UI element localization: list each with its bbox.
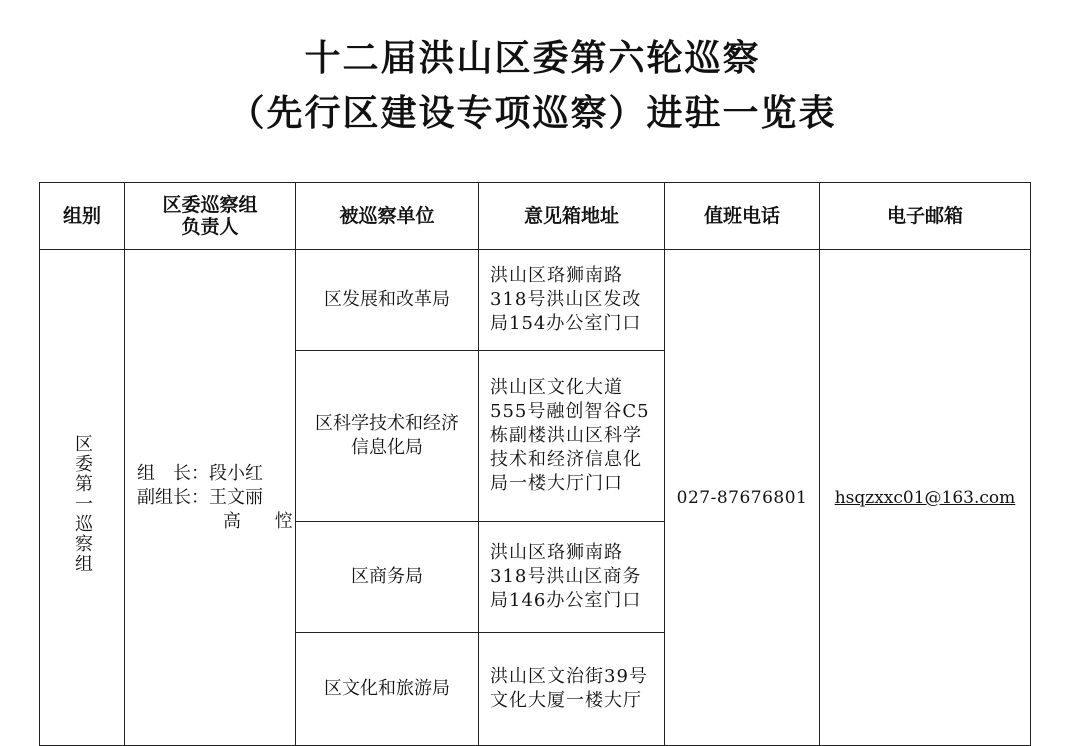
group-cell xyxy=(40,250,125,746)
address-cell: 洪山区珞狮南路318号洪山区商务局146办公室门口 xyxy=(479,522,665,633)
leader-row xyxy=(137,462,295,486)
leader-label: 组 长： xyxy=(137,462,209,484)
email-link[interactable]: hsqzxxc01@163.com xyxy=(834,487,1016,508)
page-title: 十二届洪山区委第六轮巡察 xyxy=(304,38,761,79)
header-row xyxy=(40,183,1031,250)
header-leader-text: 区委巡察组 负责人 xyxy=(162,193,258,238)
header-leader xyxy=(125,183,296,250)
unit-cell: 区发展和改革局 xyxy=(296,250,479,351)
page-subtitle: （先行区建设专项巡察）进驻一览表 xyxy=(228,93,837,134)
deputy-label: 副组长： xyxy=(137,486,209,508)
address-cell: 洪山区文化大道555号融创智谷C5栋副楼洪山区科学技术和经济信息化局一楼大厅门口 xyxy=(479,351,665,522)
address-cell: 洪山区珞狮南路318号洪山区发改局154办公室门口 xyxy=(479,250,665,351)
unit-cell: 区商务局 xyxy=(296,522,479,633)
unit-cell: 区文化和旅游局 xyxy=(296,633,479,746)
deputy-row xyxy=(137,486,295,510)
header-unit: 被巡察单位 xyxy=(296,183,479,250)
unit-cell xyxy=(296,351,479,522)
address-cell: 洪山区文治街39号文化大厦一楼大厅 xyxy=(479,633,665,746)
table-row xyxy=(40,250,1031,351)
header-address: 意见箱地址 xyxy=(479,183,665,250)
deputy-row-2 xyxy=(137,510,307,534)
group-name: 区委第一巡察组 xyxy=(72,434,93,574)
leader-cell xyxy=(125,250,307,746)
deputy-name-2: 高 悾 xyxy=(223,510,307,532)
phone-cell: 027-87676801 xyxy=(665,250,820,746)
deputy-name-1: 王文丽 xyxy=(209,486,263,508)
header-phone: 值班电话 xyxy=(665,183,820,250)
email-cell xyxy=(820,250,1031,746)
header-email: 电子邮箱 xyxy=(820,183,1031,250)
leader-name: 段小红 xyxy=(209,462,263,484)
header-group: 组别 xyxy=(40,183,125,250)
inspection-table xyxy=(39,182,1031,746)
unit-name: 区科学技术和经济信息化局 xyxy=(315,413,459,458)
